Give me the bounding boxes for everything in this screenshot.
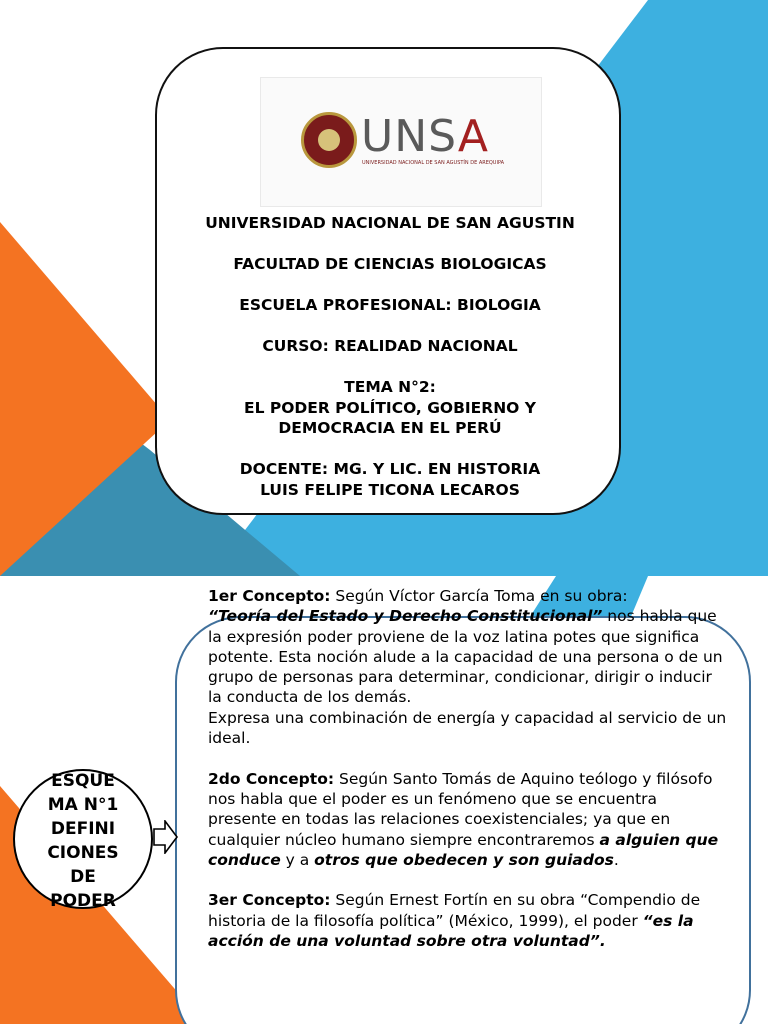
concept-2-emphasis-1: a alguien que conduce (208, 830, 719, 869)
topic-number: TEMA N°2: (344, 378, 436, 396)
concepts-text (208, 586, 728, 972)
concept-2-body: Según Santo Tomás de Aquino teólogo y filósofo nos habla que el poder es un fenómeno que se encuentra presente en todas las relaciones coexistenciales; ya que en cualquier núcleo humano siempre encontraremos (208, 769, 713, 849)
teacher (157, 459, 623, 500)
scheme-circle-label (13, 769, 153, 913)
concept-1 (208, 586, 728, 748)
concept-3 (208, 890, 728, 951)
title-info (157, 213, 623, 500)
concept-2-mid: y a (280, 850, 315, 869)
concept-1-intro: Según Víctor García Toma en su obra: (330, 587, 628, 605)
concept-3-body: Según Ernest Fortín en su obra “Compendio de historia de la filosofía política” (México, 1999), el poder (208, 891, 701, 930)
university-logo (260, 77, 542, 207)
school-name: ESCUELA PROFESIONAL: BIOLOGIA (239, 296, 541, 314)
circle-label-line: DE (70, 867, 96, 887)
concept-1-heading: 1er Concepto: (208, 587, 331, 605)
title-card (155, 47, 621, 515)
circle-label-line: DEFINI (50, 819, 116, 839)
university-seal-icon (301, 112, 357, 168)
concept-2-end: . (613, 850, 619, 869)
faculty-name: FACULTAD DE CIENCIAS BIOLOGICAS (233, 255, 547, 273)
logo-wordmark-accent: A (457, 111, 489, 162)
teacher-title: DOCENTE: MG. Y LIC. EN HISTORIA (239, 460, 541, 478)
concept-1-body: nos habla que la expresión poder proviene de la voz latina potes que significa potente. Esta noción alude a la capacidad de una persona o de un grupo de personas para determinar, condicionar, dirigir o inducir la conducta de los demás. (208, 607, 723, 707)
concept-3-emphasis: “es la acción de una voluntad sobre otra voluntad”. (208, 911, 694, 951)
topic-title-line1: EL PODER POLÍTICO, GOBIERNO Y (244, 398, 536, 417)
circle-label-line: PODER (50, 891, 116, 911)
circle-label-line: CIONES (47, 843, 119, 863)
logo-wordmark (361, 112, 489, 162)
course-name: CURSO: REALIDAD NACIONAL (262, 337, 518, 355)
university-name: UNIVERSIDAD NACIONAL DE SAN AGUSTIN (205, 214, 575, 232)
concept-1-body2: Expresa una combinación de energía y capacidad al servicio de un ideal. (208, 708, 727, 748)
concepts-slide (0, 576, 768, 1024)
circle-label-line: ESQUE (51, 771, 115, 791)
concept-1-work-title: “Teoría del Estado y Derecho Constitucional” (208, 607, 603, 626)
concept-3-heading: 3er Concepto: (208, 891, 331, 910)
logo-tagline: UNIVERSIDAD NACIONAL DE SAN AGUSTÍN DE AREQUIPA (362, 160, 505, 166)
topic-title-line2: DEMOCRACIA EN EL PERÚ (278, 419, 502, 437)
circle-label-line: MA N°1 (47, 795, 119, 815)
logo-wordmark-main: UNS (361, 111, 458, 162)
concept-2 (208, 769, 728, 870)
concept-2-heading: 2do Concepto: (208, 769, 335, 788)
topic (157, 377, 623, 439)
right-arrow-icon (153, 820, 179, 854)
teacher-name: LUIS FELIPE TICONA LECAROS (260, 480, 520, 499)
concept-2-emphasis-2: otros que obedecen y son guiados (314, 850, 614, 869)
